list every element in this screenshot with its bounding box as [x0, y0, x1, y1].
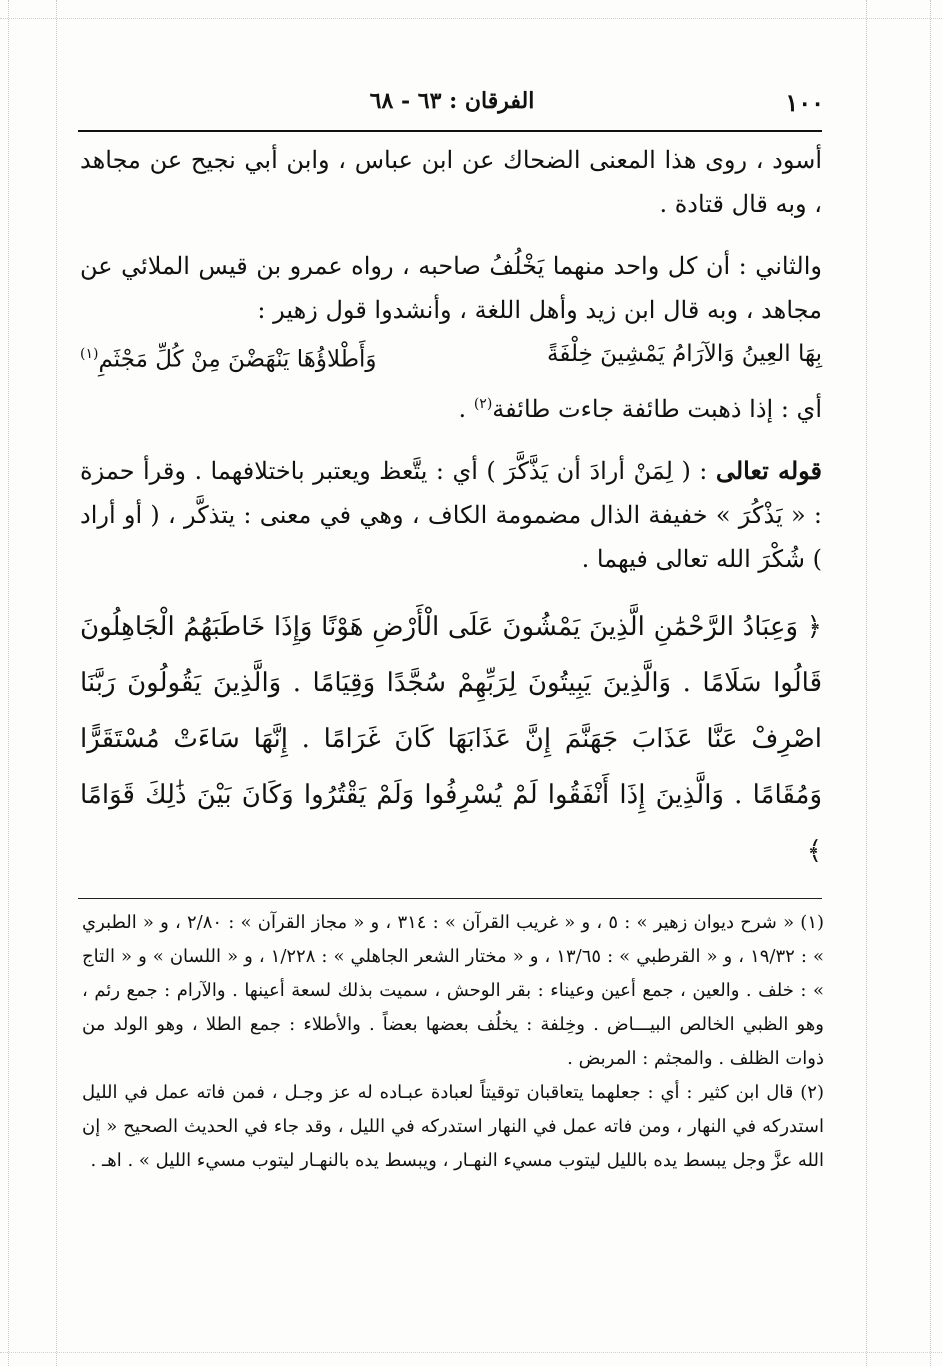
paragraph-text: : ( لِمَنْ أرادَ أن يَذَّكَّرَ ) أي : يتَّعظ ويعتبر باختلافهما . وقرأ حمزة : « يَذْكُرَ » خفيفة الذال مضمومة الكاف ، وهي في معنى : يتذكَّر ، ( أو أراد ) شُكْرَ الله تعالى فيهما . [80, 456, 822, 573]
footnote-ref: (٢) [473, 395, 493, 412]
footnotes [82, 906, 824, 1178]
scan-guide [930, 0, 931, 1366]
quran-passage: ﴿ وَعِبَادُ الرَّحْمَٰنِ الَّذِينَ يَمْشُونَ عَلَى الْأَرْضِ هَوْنًا وَإِذَا خَاطَبَهُمُ الْجَاهِلُونَ قَالُوا سَلَامًا . وَالَّذِينَ يَبِيتُونَ لِرَبِّهِمْ سُجَّدًا وَقِيَامًا . وَالَّذِينَ يَقُولُونَ رَبَّنَا اصْرِفْ عَنَّا عَذَابَ جَهَنَّمَ إِنَّ عَذَابَهَا كَانَ غَرَامًا . إِنَّهَا سَاءَتْ مُسْتَقَرًّا وَمُقَامًا . وَالَّذِينَ إِذَا أَنْفَقُوا لَمْ يُسْرِفُوا وَلَمْ يَقْتُرُوا وَكَانَ بَيْنَ ذَٰلِكَ قَوَامًا ﴾ [80, 611, 822, 866]
paragraph-end: . [458, 394, 474, 423]
poetry-verse [80, 332, 822, 382]
verse-first-hemistich: بِهَا العِينُ وَالآرَامُ يَمْشِينَ خِلْفَةً [546, 341, 822, 367]
paragraph: أسود ، روى هذا المعنى الضحاك عن ابن عباس ، وابن أبي نجيح عن مجاهد ، وبه قال قتادة . [80, 146, 822, 218]
main-text [80, 138, 822, 879]
page-number: ١٠٠ [785, 88, 824, 117]
paragraph-text: أي : إذا ذهبت طائفة جاءت طائفة [492, 394, 822, 423]
scan-guide [8, 0, 9, 1366]
page-header [80, 84, 824, 124]
scan-guide [0, 18, 942, 19]
footnote-rule [78, 898, 822, 899]
footnote-1: (١) « شرح ديوان زهير » : ٥ ، و « غريب القرآن » : ٣١٤ ، و « مجاز القرآن » : ٢/٨٠ ، و « الطبري » : ١٩/٣٢ ، و « القرطبي » : ١٣/٦٥ ، و « مختار الشعر الجاهلي » : ١/٢٢٨ ، و « اللسان » و « التاج » : خلف . والعين ، جمع أعين وعيناء : بقر الوحش ، سميت بذلك لسعة أعينها . والآرام : جمع رئم ، وهو الظبي الخالص البيـــاض . وخِلفة : يخلُف بعضها بعضاً . والأطلاء : جمع الطلا ، وهو الولد من ذوات الظلف . والمجثم : المربض . [82, 912, 825, 1069]
footnote-2: (٢) قال ابن كثير : أي : جعلهما يتعاقبان توقيتاً لعبادة عبـاده له عز وجـل ، فمن فاته عمل في الليل استدركه في النهار ، ومن فاته عمل في النهار استدركه في الليل ، وقد جاء في الحديث الصحيح « إن الله عزَّ وجل يبسط يده بالليل ليتوب مسيء النهـار ، ويبسط يده بالنهـار ليتوب مسيء الليل » . اهـ . [82, 1082, 824, 1171]
footnote-ref: (١) [80, 346, 99, 362]
scan-guide [0, 1352, 942, 1353]
verse-second-hemistich [80, 332, 377, 382]
header-rule [78, 130, 822, 132]
paragraph: والثاني : أن كل واحد منهما يَخْلُفُ صاحبه ، رواه عمرو بن قيس الملائي عن مجاهد ، وبه قال ابن زيد وأهل اللغة ، وأنشدوا قول زهير : [80, 252, 822, 324]
scan-guide [866, 0, 867, 1366]
paragraph-lead: قوله تعالى [715, 455, 822, 485]
scan-guide [56, 0, 57, 1366]
running-title: الفرقان : ٦٣ - ٦٨ [369, 88, 535, 114]
paragraph [80, 382, 822, 431]
verse-second-text: وَأَطْلاؤُهَا يَنْهَضْنَ مِنْ كُلِّ مَجْثَمِ [98, 346, 377, 373]
paragraph [80, 449, 822, 581]
